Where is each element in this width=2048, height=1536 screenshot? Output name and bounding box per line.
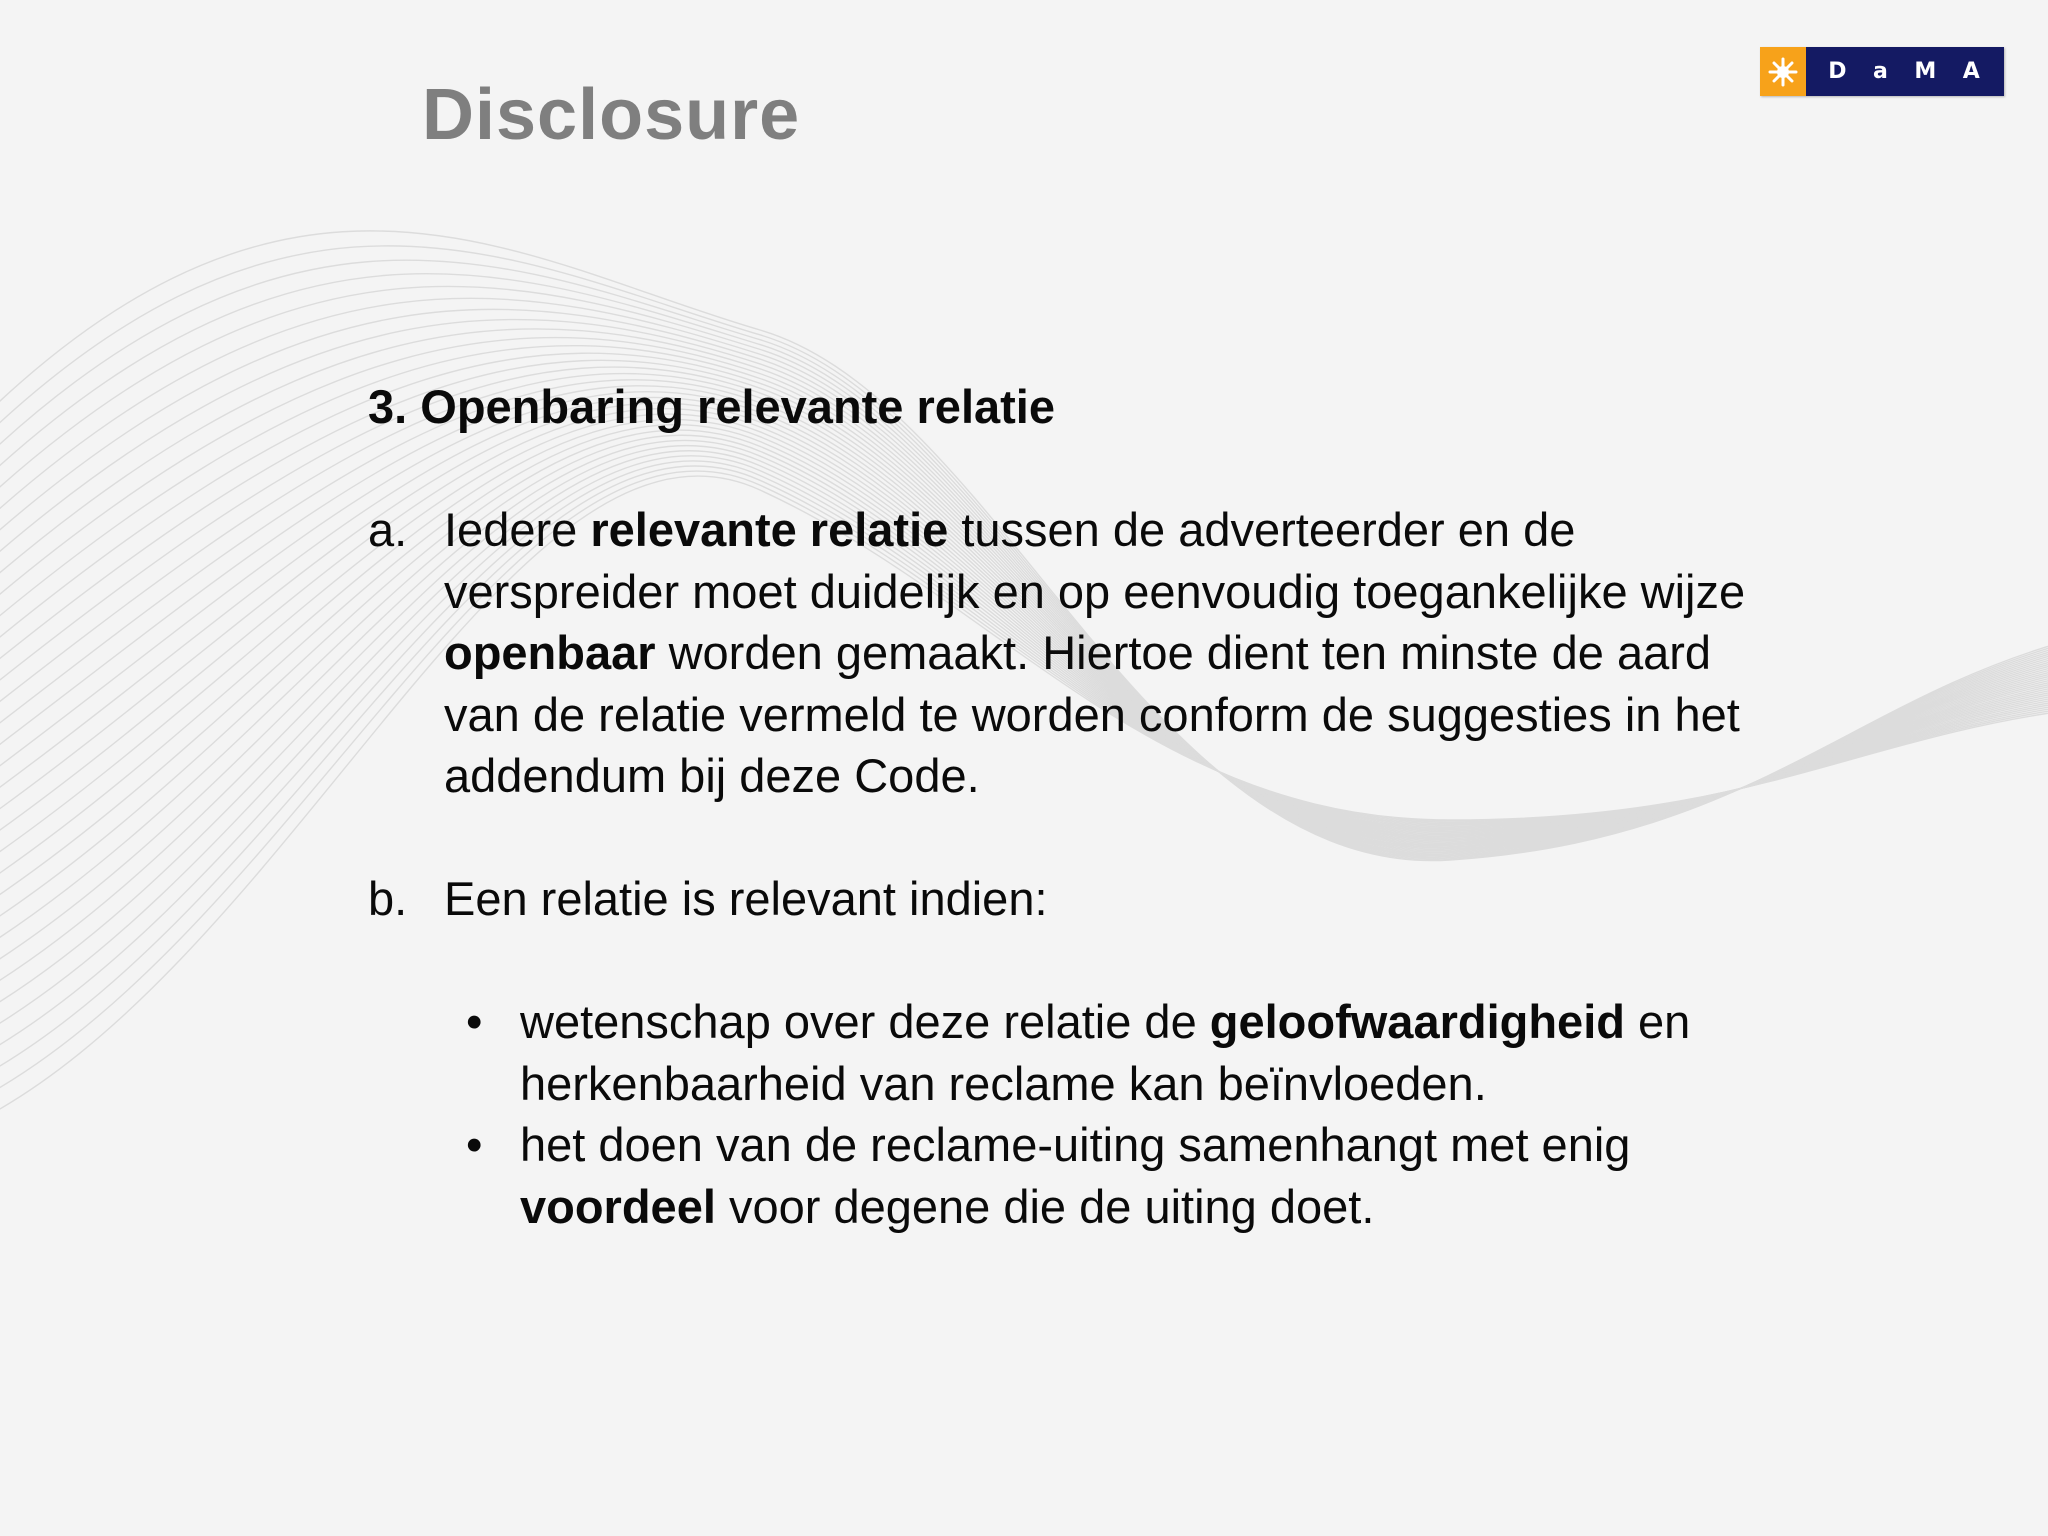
bullet-text (520, 1114, 1788, 1237)
list-marker: a. (368, 503, 408, 556)
emphasis-text: relevante relatie (590, 503, 949, 556)
text-run: tussen de adverteerder en de verspreider moet duidelijk en op eenvoudig toegankelijke wijze (444, 503, 1746, 618)
text-run: wetenschap over deze relatie de (520, 995, 1210, 1048)
bullet-item (466, 991, 1788, 1114)
bullet-icon: • (466, 995, 483, 1048)
section-heading: 3. Openbaring relevante relatie (368, 380, 1055, 433)
bullet-item (466, 1114, 1788, 1237)
list-item-text (444, 499, 1788, 807)
emphasis-text: geloofwaardigheid (1209, 995, 1625, 1048)
bullet-list (466, 991, 1788, 1237)
list-marker: b. (368, 872, 408, 925)
dama-logo (1760, 47, 2004, 96)
list-item-b (368, 868, 1788, 930)
logo-wordmark (1806, 47, 2004, 96)
text-run: Iedere (444, 503, 591, 556)
list-item-a (368, 499, 1788, 807)
slide-body (368, 376, 1788, 1237)
text-run: worden gemaakt. Hiertoe dient ten minste de aard van de relatie vermeld te worden conform de suggesties in het addendum bij deze Code. (444, 626, 1740, 802)
text-run: en herkenbaarheid van reclame kan beïnvloeden. (520, 995, 1691, 1110)
logo-letter: M (1914, 59, 1939, 84)
logo-letter: A (1962, 59, 1982, 84)
text-run: het doen van de reclame-uiting samenhangt met enig (520, 1118, 1631, 1171)
text-run: voor degene die de uiting doet. (715, 1179, 1375, 1233)
slide-title: Disclosure (422, 75, 801, 155)
logo-letter: D (1828, 59, 1849, 84)
sun-icon (1760, 47, 1806, 96)
emphasis-text: openbaar (444, 626, 656, 679)
emphasis-text: voordeel (520, 1179, 716, 1233)
bullet-text (520, 991, 1788, 1114)
list-item-text: Een relatie is relevant indien: (444, 872, 1048, 925)
bullet-icon: • (466, 1118, 483, 1171)
logo-letter: a (1872, 59, 1890, 84)
